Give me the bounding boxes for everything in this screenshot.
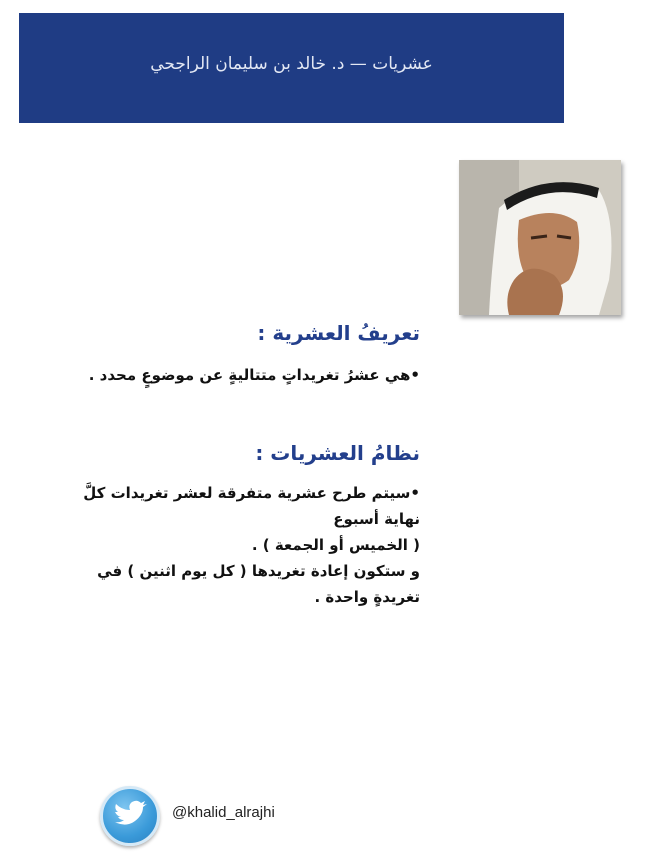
- author-photo: [459, 160, 621, 315]
- system-heading: نظامُ العشريات :: [255, 441, 420, 465]
- twitter-handle[interactable]: @khalid_alrajhi: [172, 804, 275, 821]
- system-line: و ستكون إعادة تغريدها ( كل يوم اثنين ) في تغريدةٍ واحدة .: [97, 562, 420, 606]
- banner-title: عشريات — د. خالد بن سليمان الراجحي: [150, 54, 433, 74]
- definition-text: •هي عشرُ تغريداتٍ متتاليةٍ عن موضوعٍ محدد .: [88, 366, 420, 384]
- twitter-bird-icon: [103, 789, 157, 843]
- header-banner: [19, 13, 564, 123]
- system-text: [60, 480, 420, 610]
- system-line: ( الخميس أو الجمعة ) .: [251, 536, 420, 554]
- twitter-icon[interactable]: [100, 786, 160, 846]
- definition-heading: تعريفُ العشرية :: [257, 321, 420, 345]
- author-portrait-image: [459, 160, 621, 315]
- system-line: •سيتم طرح عشرية متفرقة لعشر تغريدات كلَّ نهاية أسبوع: [83, 484, 420, 528]
